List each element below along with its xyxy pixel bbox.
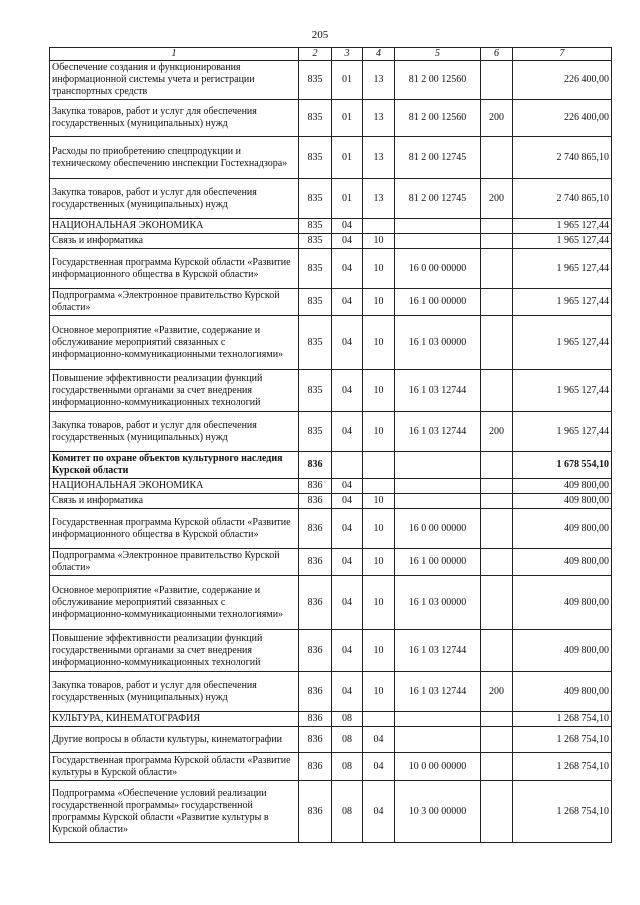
row-amount-cell: 409 800,00: [513, 672, 612, 712]
row-code-vr-cell: [481, 712, 513, 727]
row-name-cell: Государственная программа Курской области «Развитие информационного общества в Курской области»: [50, 509, 299, 549]
row-code-csr-cell: [395, 219, 481, 234]
table-row: [50, 316, 612, 370]
table-row: [50, 289, 612, 316]
row-code-pr-cell: [363, 452, 395, 479]
row-code-csr-cell: 16 1 00 00000: [395, 289, 481, 316]
row-code-pr-cell: 13: [363, 137, 395, 179]
row-code-rz-cell: 01: [332, 100, 363, 137]
row-code-gr-cell: 835: [299, 412, 332, 452]
row-code-vr-cell: [481, 249, 513, 289]
row-code-vr-cell: [481, 630, 513, 672]
row-code-gr-cell: 835: [299, 61, 332, 100]
row-amount-cell: 1 268 754,10: [513, 727, 612, 753]
row-code-rz-cell: 04: [332, 672, 363, 712]
row-code-gr-cell: 836: [299, 576, 332, 630]
row-code-gr-cell: 836: [299, 494, 332, 509]
row-code-pr-cell: 10: [363, 630, 395, 672]
row-code-vr-cell: [481, 576, 513, 630]
table-row: [50, 727, 612, 753]
row-code-pr-cell: 04: [363, 753, 395, 781]
row-code-vr-cell: [481, 137, 513, 179]
row-code-pr-cell: 04: [363, 727, 395, 753]
row-amount-cell: 409 800,00: [513, 509, 612, 549]
row-name-cell: Закупка товаров, работ и услуг для обеспечения государственных (муниципальных) нужд: [50, 100, 299, 137]
table-row: [50, 712, 612, 727]
row-amount-cell: 1 268 754,10: [513, 712, 612, 727]
row-code-rz-cell: 08: [332, 753, 363, 781]
row-name-cell: Закупка товаров, работ и услуг для обеспечения государственных (муниципальных) нужд: [50, 179, 299, 219]
row-name-cell: Связь и информатика: [50, 234, 299, 249]
row-code-vr-cell: 200: [481, 100, 513, 137]
row-code-pr-cell: 13: [363, 61, 395, 100]
row-code-pr-cell: [363, 712, 395, 727]
column-header: 7: [513, 48, 612, 61]
row-code-csr-cell: 16 0 00 00000: [395, 249, 481, 289]
row-code-pr-cell: 10: [363, 576, 395, 630]
row-code-csr-cell: 16 1 03 00000: [395, 316, 481, 370]
table-row: [50, 234, 612, 249]
column-header: 5: [395, 48, 481, 61]
row-amount-cell: 409 800,00: [513, 549, 612, 576]
row-code-rz-cell: 04: [332, 630, 363, 672]
row-code-csr-cell: 16 0 00 00000: [395, 509, 481, 549]
row-amount-cell: 409 800,00: [513, 494, 612, 509]
row-code-gr-cell: 835: [299, 100, 332, 137]
row-code-pr-cell: 10: [363, 316, 395, 370]
table-header-row: [50, 48, 612, 61]
row-code-pr-cell: 13: [363, 100, 395, 137]
row-code-vr-cell: [481, 509, 513, 549]
row-code-pr-cell: 10: [363, 289, 395, 316]
row-code-gr-cell: 836: [299, 727, 332, 753]
row-code-csr-cell: 16 1 00 00000: [395, 549, 481, 576]
row-code-gr-cell: 835: [299, 137, 332, 179]
row-code-vr-cell: [481, 753, 513, 781]
row-amount-cell: 1 678 554,10: [513, 452, 612, 479]
row-code-gr-cell: 836: [299, 452, 332, 479]
row-code-gr-cell: 835: [299, 289, 332, 316]
row-code-pr-cell: 10: [363, 412, 395, 452]
row-code-csr-cell: 16 1 03 12744: [395, 370, 481, 412]
row-code-csr-cell: [395, 727, 481, 753]
row-amount-cell: 1 965 127,44: [513, 219, 612, 234]
row-amount-cell: 1 965 127,44: [513, 412, 612, 452]
row-code-csr-cell: [395, 234, 481, 249]
table-row: [50, 179, 612, 219]
column-header: 1: [50, 48, 299, 61]
row-code-pr-cell: 10: [363, 370, 395, 412]
row-code-gr-cell: 836: [299, 509, 332, 549]
row-code-gr-cell: 836: [299, 753, 332, 781]
row-code-pr-cell: [363, 479, 395, 494]
row-code-pr-cell: 10: [363, 549, 395, 576]
row-code-rz-cell: 08: [332, 712, 363, 727]
row-name-cell: Расходы по приобретению спецпродукции и техническому обеспечению инспекции Гостехнадзора»: [50, 137, 299, 179]
column-header: 2: [299, 48, 332, 61]
column-header: 6: [481, 48, 513, 61]
row-code-csr-cell: [395, 712, 481, 727]
row-code-rz-cell: 04: [332, 494, 363, 509]
row-name-cell: Закупка товаров, работ и услуг для обеспечения государственных (муниципальных) нужд: [50, 412, 299, 452]
row-code-rz-cell: [332, 452, 363, 479]
row-code-pr-cell: 13: [363, 179, 395, 219]
row-code-rz-cell: 04: [332, 249, 363, 289]
row-name-cell: Обеспечение создания и функционирования информационной системы учета и регистрации транспортных средств: [50, 61, 299, 100]
row-name-cell: Подпрограмма «Электронное правительство Курской области»: [50, 549, 299, 576]
row-name-cell: Повышение эффективности реализации функций государственными органами за счет внедрения информационно-коммуникационных технологий: [50, 370, 299, 412]
row-code-pr-cell: 10: [363, 249, 395, 289]
row-code-csr-cell: [395, 452, 481, 479]
row-name-cell: Комитет по охране объектов культурного наследия Курской области: [50, 452, 299, 479]
row-code-gr-cell: 835: [299, 316, 332, 370]
row-amount-cell: 1 965 127,44: [513, 370, 612, 412]
row-code-gr-cell: 835: [299, 249, 332, 289]
row-code-csr-cell: 10 3 00 00000: [395, 781, 481, 843]
row-code-vr-cell: [481, 479, 513, 494]
row-amount-cell: 1 965 127,44: [513, 316, 612, 370]
row-code-rz-cell: 04: [332, 370, 363, 412]
table-row: [50, 576, 612, 630]
row-code-csr-cell: 81 2 00 12745: [395, 179, 481, 219]
row-code-vr-cell: [481, 289, 513, 316]
row-code-gr-cell: 835: [299, 370, 332, 412]
row-name-cell: КУЛЬТУРА, КИНЕМАТОГРАФИЯ: [50, 712, 299, 727]
table-row: [50, 753, 612, 781]
row-code-rz-cell: 04: [332, 509, 363, 549]
row-code-gr-cell: 836: [299, 712, 332, 727]
row-code-vr-cell: [481, 727, 513, 753]
row-code-vr-cell: [481, 452, 513, 479]
row-code-vr-cell: [481, 370, 513, 412]
table-row: [50, 630, 612, 672]
row-code-rz-cell: 04: [332, 219, 363, 234]
row-name-cell: НАЦИОНАЛЬНАЯ ЭКОНОМИКА: [50, 479, 299, 494]
row-amount-cell: 2 740 865,10: [513, 137, 612, 179]
row-code-csr-cell: [395, 479, 481, 494]
row-code-rz-cell: 04: [332, 576, 363, 630]
row-code-rz-cell: 04: [332, 479, 363, 494]
table-row: [50, 452, 612, 479]
row-name-cell: Связь и информатика: [50, 494, 299, 509]
row-amount-cell: 1 965 127,44: [513, 249, 612, 289]
row-amount-cell: 409 800,00: [513, 479, 612, 494]
row-amount-cell: 226 400,00: [513, 61, 612, 100]
row-code-csr-cell: 81 2 00 12560: [395, 61, 481, 100]
row-code-rz-cell: 01: [332, 137, 363, 179]
row-code-rz-cell: 04: [332, 549, 363, 576]
table-row: [50, 672, 612, 712]
table-row: [50, 479, 612, 494]
row-code-pr-cell: 10: [363, 672, 395, 712]
row-code-gr-cell: 835: [299, 219, 332, 234]
row-code-gr-cell: 835: [299, 179, 332, 219]
row-code-pr-cell: 10: [363, 509, 395, 549]
table-row: [50, 61, 612, 100]
row-code-pr-cell: 10: [363, 234, 395, 249]
row-code-vr-cell: [481, 219, 513, 234]
row-code-vr-cell: [481, 61, 513, 100]
row-amount-cell: 1 965 127,44: [513, 289, 612, 316]
row-name-cell: Основное мероприятие «Развитие, содержание и обслуживание мероприятий связанных с информационно-коммуникационными технологиями»: [50, 316, 299, 370]
column-header: 3: [332, 48, 363, 61]
row-code-pr-cell: [363, 219, 395, 234]
row-name-cell: Государственная программа Курской области «Развитие информационного общества в Курской области»: [50, 249, 299, 289]
row-name-cell: НАЦИОНАЛЬНАЯ ЭКОНОМИКА: [50, 219, 299, 234]
row-amount-cell: 1 268 754,10: [513, 781, 612, 843]
row-code-gr-cell: 836: [299, 630, 332, 672]
row-code-vr-cell: [481, 316, 513, 370]
row-code-gr-cell: 836: [299, 549, 332, 576]
table-row: [50, 549, 612, 576]
row-name-cell: Подпрограмма «Обеспечение условий реализации государственной программы» государственной программы Курской области «Развитие культуры в Курской области»: [50, 781, 299, 843]
row-code-rz-cell: 04: [332, 316, 363, 370]
row-code-csr-cell: [395, 494, 481, 509]
row-amount-cell: 1 965 127,44: [513, 234, 612, 249]
table-row: [50, 509, 612, 549]
table-row: [50, 494, 612, 509]
page-number: 205: [311, 29, 329, 41]
row-code-csr-cell: 16 1 03 00000: [395, 576, 481, 630]
table-row: [50, 100, 612, 137]
row-code-gr-cell: 836: [299, 781, 332, 843]
row-amount-cell: 1 268 754,10: [513, 753, 612, 781]
row-code-rz-cell: 04: [332, 412, 363, 452]
row-code-rz-cell: 08: [332, 727, 363, 753]
row-code-vr-cell: 200: [481, 179, 513, 219]
row-code-vr-cell: [481, 234, 513, 249]
column-header: 4: [363, 48, 395, 61]
row-code-rz-cell: 08: [332, 781, 363, 843]
row-code-rz-cell: 01: [332, 61, 363, 100]
row-amount-cell: 226 400,00: [513, 100, 612, 137]
row-name-cell: Государственная программа Курской области «Развитие культуры в Курской области»: [50, 753, 299, 781]
row-code-csr-cell: 81 2 00 12560: [395, 100, 481, 137]
row-code-csr-cell: 10 0 00 00000: [395, 753, 481, 781]
row-code-pr-cell: 04: [363, 781, 395, 843]
row-amount-cell: 409 800,00: [513, 576, 612, 630]
row-code-csr-cell: 16 1 03 12744: [395, 672, 481, 712]
row-name-cell: Другие вопросы в области культуры, кинематографии: [50, 727, 299, 753]
row-code-vr-cell: [481, 781, 513, 843]
row-code-vr-cell: [481, 494, 513, 509]
row-code-gr-cell: 836: [299, 672, 332, 712]
row-code-rz-cell: 04: [332, 289, 363, 316]
row-name-cell: Закупка товаров, работ и услуг для обеспечения государственных (муниципальных) нужд: [50, 672, 299, 712]
table-row: [50, 781, 612, 843]
row-code-pr-cell: 10: [363, 494, 395, 509]
row-code-vr-cell: [481, 549, 513, 576]
row-name-cell: Повышение эффективности реализации функций государственными органами за счет внедрения информационно-коммуникационных технологий: [50, 630, 299, 672]
row-code-vr-cell: 200: [481, 412, 513, 452]
budget-table: [49, 47, 612, 843]
row-amount-cell: 409 800,00: [513, 630, 612, 672]
row-code-gr-cell: 835: [299, 234, 332, 249]
table-row: [50, 219, 612, 234]
row-name-cell: Подпрограмма «Электронное правительство Курской области»: [50, 289, 299, 316]
row-code-vr-cell: 200: [481, 672, 513, 712]
row-name-cell: Основное мероприятие «Развитие, содержание и обслуживание мероприятий связанных с информационно-коммуникационными технологиями»: [50, 576, 299, 630]
row-code-gr-cell: 836: [299, 479, 332, 494]
row-code-csr-cell: 16 1 03 12744: [395, 412, 481, 452]
row-code-rz-cell: 04: [332, 234, 363, 249]
table-row: [50, 249, 612, 289]
table-row: [50, 137, 612, 179]
row-code-csr-cell: 81 2 00 12745: [395, 137, 481, 179]
row-amount-cell: 2 740 865,10: [513, 179, 612, 219]
row-code-csr-cell: 16 1 03 12744: [395, 630, 481, 672]
row-code-rz-cell: 01: [332, 179, 363, 219]
table-row: [50, 370, 612, 412]
table-row: [50, 412, 612, 452]
